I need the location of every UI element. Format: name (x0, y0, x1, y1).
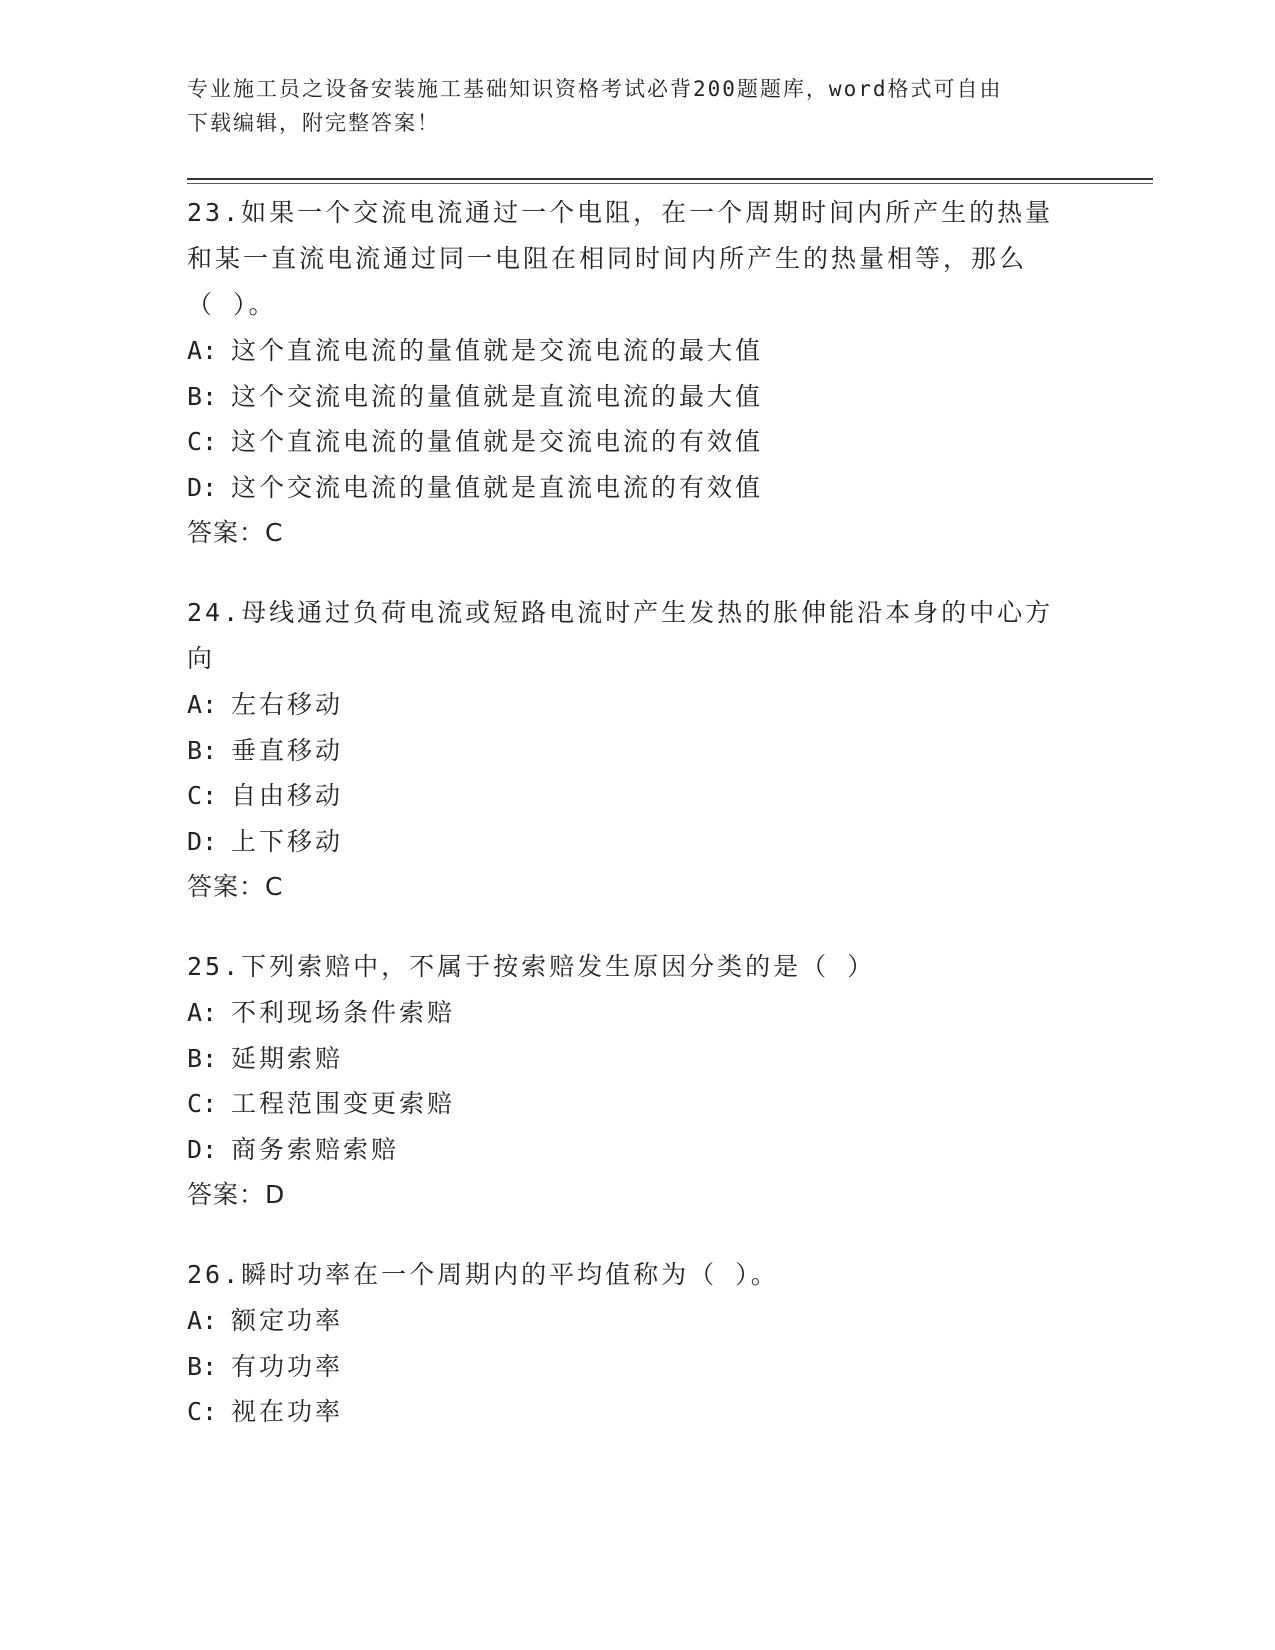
header-divider-thin (187, 183, 1153, 184)
option-key: C: (187, 1397, 218, 1426)
option-row (187, 465, 1087, 511)
option-row (187, 819, 1087, 865)
option-text: 这个交流电流的量值就是直流电流的有效值 (231, 472, 764, 502)
option-row (187, 1081, 1087, 1127)
option-text: 这个直流电流的量值就是交流电流的最大值 (231, 336, 764, 365)
option-text: 上下移动 (231, 826, 344, 856)
option-key: B: (187, 1351, 218, 1381)
answer-value: C (265, 518, 284, 547)
option-row (187, 773, 1087, 819)
option-text: 垂直移动 (231, 735, 344, 765)
option-text: 自由移动 (231, 781, 344, 810)
answer-line (187, 864, 1087, 910)
question-stem-line: 25.下列索赔中，不属于按索赔发生原因分类的是（ ） (187, 952, 876, 981)
question-stem-line: 向 (187, 644, 216, 673)
option-key: B: (187, 381, 218, 411)
question-stem-line: 26.瞬时功率在一个周期内的平均值称为（ ）。 (187, 1260, 779, 1289)
document-header (187, 72, 1087, 140)
answer-value: C (265, 872, 284, 901)
answer-label: 答案： (187, 1180, 266, 1209)
header-divider-thick (187, 178, 1153, 180)
answer-value: D (265, 1180, 286, 1209)
option-row (187, 328, 1087, 374)
option-key: B: (187, 735, 218, 765)
option-key: D: (187, 1134, 218, 1164)
question-block (187, 944, 1087, 1218)
option-key: A: (187, 1306, 218, 1335)
option-row (187, 1344, 1087, 1390)
option-text: 有功功率 (231, 1351, 344, 1381)
option-text: 延期索赔 (231, 1043, 344, 1073)
option-text: 额定功率 (231, 1306, 344, 1335)
option-row (187, 1036, 1087, 1082)
option-key: B: (187, 1043, 218, 1073)
question-block (187, 1252, 1087, 1435)
answer-line (187, 1172, 1087, 1218)
option-key: C: (187, 1089, 218, 1118)
option-text: 这个直流电流的量值就是交流电流的有效值 (231, 427, 764, 456)
option-key: A: (187, 998, 218, 1027)
header-line-1: 专业施工员之设备安装施工基础知识资格考试必背200题题库，word格式可自由 (187, 77, 1003, 101)
option-row (187, 1298, 1087, 1344)
option-row (187, 1389, 1087, 1435)
option-text: 左右移动 (231, 690, 344, 719)
option-text: 工程范围变更索赔 (231, 1089, 456, 1118)
option-row (187, 1127, 1087, 1173)
question-block (187, 590, 1087, 910)
option-key: D: (187, 472, 218, 502)
question-stem-line: 和某一直流电流通过同一电阻在相同时间内所产生的热量相等，那么 (187, 244, 1028, 273)
answer-label: 答案： (187, 518, 266, 547)
question-list (187, 190, 1087, 1469)
option-text: 这个交流电流的量值就是直流电流的最大值 (231, 381, 764, 411)
option-text: 视在功率 (231, 1397, 344, 1426)
option-key: C: (187, 427, 218, 456)
option-row (187, 682, 1087, 728)
option-row (187, 419, 1087, 465)
question-stem-line: 24.母线通过负荷电流或短路电流时产生发热的胀伸能沿本身的中心方 (187, 598, 1054, 627)
option-row (187, 990, 1087, 1036)
question-block (187, 190, 1087, 556)
header-line-2: 下载编辑，附完整答案！ (187, 111, 440, 135)
option-text: 不利现场条件索赔 (231, 998, 456, 1027)
option-key: C: (187, 781, 218, 810)
option-key: A: (187, 690, 218, 719)
answer-line (187, 510, 1087, 556)
option-key: A: (187, 336, 218, 365)
option-row (187, 374, 1087, 420)
option-key: D: (187, 826, 218, 856)
question-stem-line: 23.如果一个交流电流通过一个电阻，在一个周期时间内所产生的热量 (187, 198, 1054, 227)
question-stem-line: （ ）。 (187, 290, 277, 319)
option-row (187, 728, 1087, 774)
option-text: 商务索赔索赔 (231, 1134, 400, 1164)
answer-label: 答案： (187, 872, 266, 901)
